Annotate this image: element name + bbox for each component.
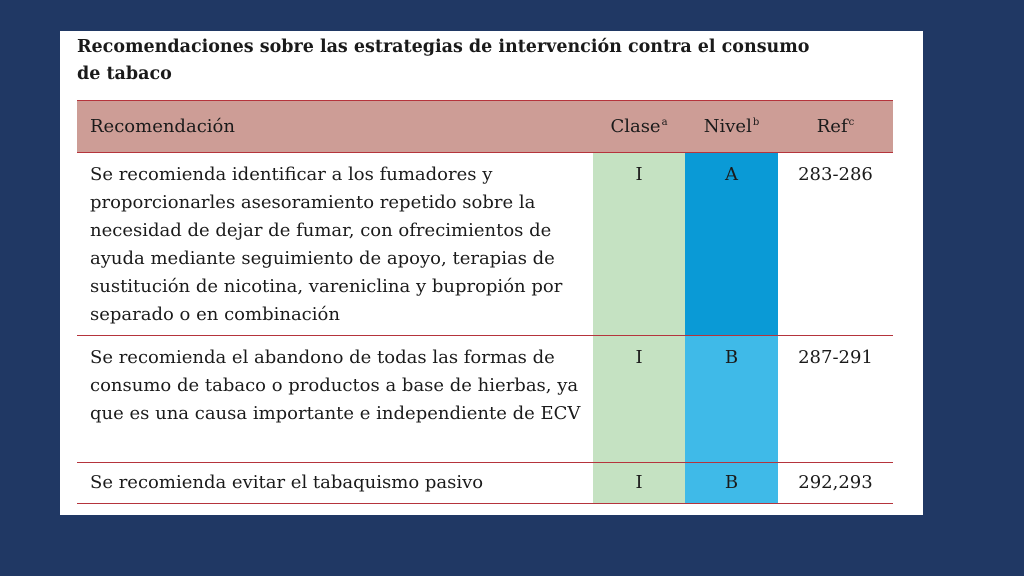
recommendations-table — [77, 100, 893, 504]
table-header-row — [77, 101, 893, 153]
reference-cell: 292,293 — [798, 472, 873, 493]
header-nivel: Nivel$^b$ — [703, 116, 760, 137]
footnote-marker-b: b — [752, 117, 760, 128]
reference-cell: 283-286 — [798, 164, 873, 185]
header-clase: Clase$^a$ — [610, 116, 668, 137]
reference-cell: 287-291 — [798, 347, 873, 368]
recommendation-text: Se recomienda el abandono de todas las formas de consumo de tabaco o productos a base de hierbas, ya que es una causa importante e independiente de ECV — [90, 347, 581, 424]
footnote-marker-c: c — [848, 117, 855, 128]
class-cell: I — [593, 463, 685, 504]
class-cell: I — [593, 153, 685, 336]
level-cell: A — [685, 153, 778, 336]
level-cell: B — [685, 463, 778, 504]
table-row — [77, 463, 893, 504]
header-ref: Ref$^c$ — [816, 116, 855, 137]
header-recomendacion: Recomendación — [90, 116, 235, 137]
class-cell: I — [593, 336, 685, 463]
recommendations-panel — [60, 31, 923, 515]
level-cell: B — [685, 336, 778, 463]
table-row — [77, 153, 893, 336]
table-row — [77, 336, 893, 463]
footnote-marker-a: a — [661, 117, 668, 128]
panel-title: Recomendaciones sobre las estrategias de intervención contra el consumo de tabaco — [77, 37, 810, 84]
recommendation-text: Se recomienda identificar a los fumadores y proporcionarles asesoramiento repetido sobre la necesidad de dejar de fumar, con ofrecimientos de ayuda mediante seguimiento de apoyo, terapias de sustitución de nicotina, vareniclina y bupropión por separado o en combinación — [90, 164, 563, 325]
recommendation-text: Se recomienda evitar el tabaquismo pasivo — [90, 472, 484, 493]
